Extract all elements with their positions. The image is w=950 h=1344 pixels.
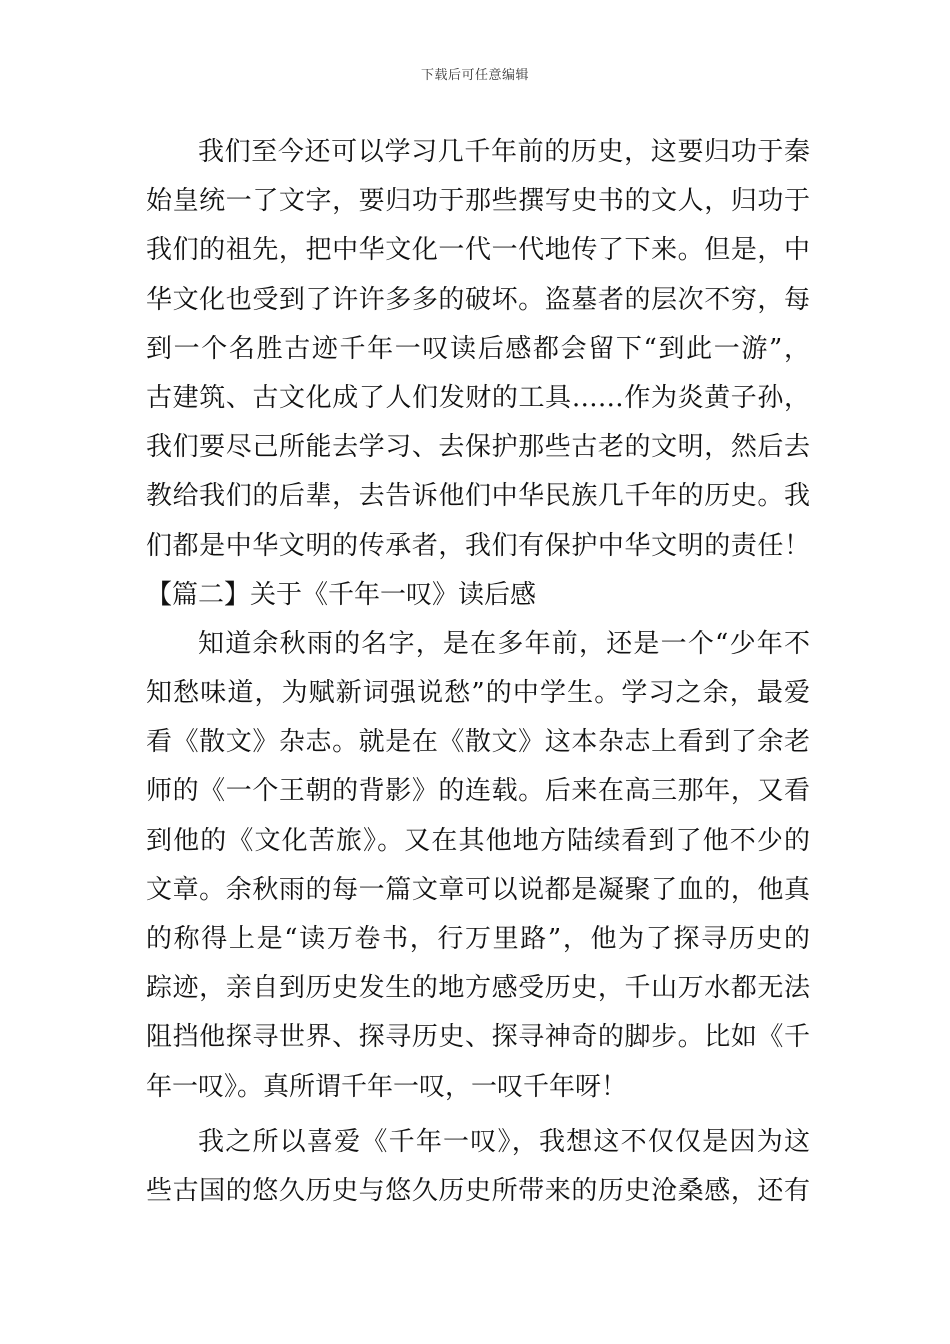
page-header: 下载后可任意编辑 (420, 68, 529, 83)
paragraph-3 (146, 1118, 810, 1216)
text-line: 们都是中华文明的传承者，我们有保护中华文明的责任！ (146, 530, 810, 561)
text-line: 些古国的悠久历史与悠久历史所带来的历史沧桑感，还有 (146, 1175, 810, 1206)
text-line: 古建筑、古文化成了人们发财的工具……作为炎黄子孙， (146, 382, 810, 413)
text-line: 师的《一个王朝的背影》的连载。后来在高三那年，又看 (146, 776, 810, 807)
paragraph-1 (146, 128, 810, 571)
text-line: 知道余秋雨的名字，是在多年前，还是一个“少年不 (198, 628, 810, 659)
text-line: 阻挡他探寻世界、探寻历史、探寻神奇的脚步。比如《千 (146, 1022, 810, 1053)
text-line: 到他的《文化苦旅》。又在其他地方陆续看到了他不少的 (146, 825, 810, 856)
document-body (146, 128, 810, 1216)
section-heading: 【篇二】关于《千年一叹》读后感 (146, 579, 537, 610)
text-line: 始皇统一了文字，要归功于那些撰写史书的文人，归功于 (146, 186, 810, 217)
text-line: 踪迹，亲自到历史发生的地方感受历史，千山万水都无法 (146, 973, 810, 1004)
text-line: 到一个名胜古迹千年一叹读后感都会留下“到此一游”， (146, 333, 810, 364)
text-line: 知愁味道，为赋新词强说愁”的中学生。学习之余，最爱 (146, 678, 810, 709)
text-line: 我们要尽己所能去学习、去保护那些古老的文明，然后去 (146, 432, 810, 463)
paragraph-2 (146, 620, 810, 1112)
text-line: 我们的祖先，把中华文化一代一代地传了下来。但是，中 (146, 235, 810, 266)
text-line: 年一叹》。真所谓千年一叹，一叹千年呀！ (146, 1071, 628, 1102)
text-line: 看《散文》杂志。就是在《散文》这本杂志上看到了余老 (146, 727, 810, 758)
text-line: 的称得上是“读万卷书，行万里路”，他为了探寻历史的 (146, 924, 810, 954)
text-line: 文章。余秋雨的每一篇文章可以说都是凝聚了血的，他真 (146, 874, 810, 905)
text-line: 教给我们的后辈，去告诉他们中华民族几千年的历史。我 (146, 481, 810, 512)
text-line: 我之所以喜爱《千年一叹》，我想这不仅仅是因为这 (198, 1126, 810, 1157)
text-line: 我们至今还可以学习几千年前的历史，这要归功于秦 (198, 137, 810, 167)
text-line: 华文化也受到了许许多多的破坏。盗墓者的层次不穷，每 (146, 284, 810, 315)
